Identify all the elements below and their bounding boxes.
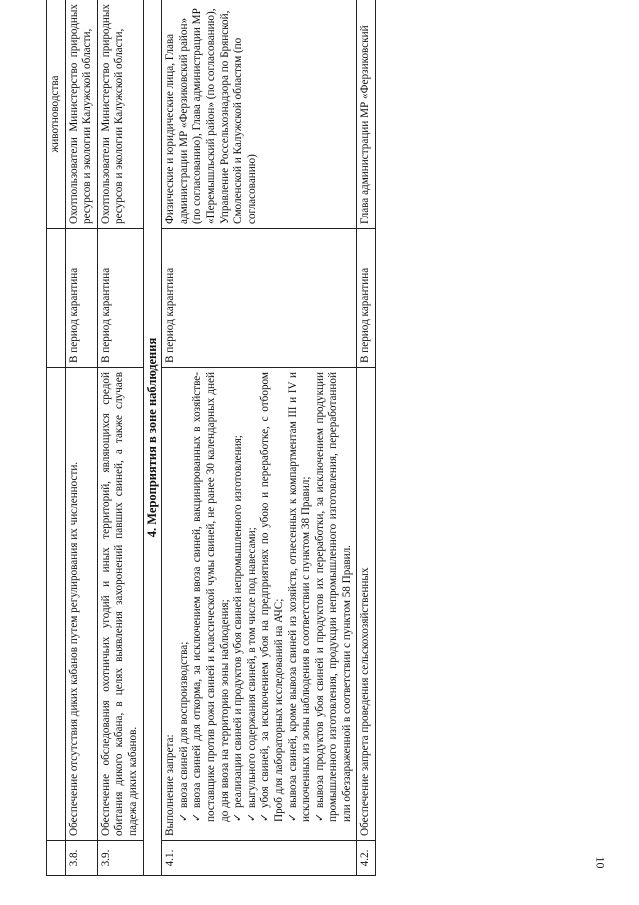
table-row <box>65 0 97 876</box>
row-period: В период карантина <box>65 229 97 368</box>
ban-item: ✓вывоза продуктов убоя свиней и продуктов их переработки, за исключением продукции промышленного изготовления, продукции непромышленного изготовления, переработанной или обеззараженной в соответствии с пунктом 58 Правил. <box>313 372 353 822</box>
cell-text <box>47 368 66 841</box>
cell-period <box>47 229 66 368</box>
table-row <box>357 0 376 876</box>
row-period: В период карантина <box>357 229 376 368</box>
table-row <box>97 0 143 876</box>
row-number: 3.8. <box>65 841 97 876</box>
row-period: В период карантина <box>97 229 143 368</box>
row-number: 3.9. <box>97 841 143 876</box>
row-responsible: Охотпользователи Министерство природных ресурсов и экологии Калужской области, <box>65 0 97 229</box>
checkmark-icon: ✓ <box>232 812 245 822</box>
ban-item: ✓убоя свиней, за исключением убоя на предприятиях по убою и переработке, с отбором Проб для лабораторных исследований на АЧС; <box>259 372 285 822</box>
rotated-table-wrapper <box>46 4 570 876</box>
row-responsible: Глава администрации МР «Ферзиковский <box>357 0 376 229</box>
measures-table <box>46 0 376 876</box>
row-text: Обеспечение отсутствия диких кабанов путем регулирования их численности. <box>65 368 97 841</box>
checkmark-icon: ✓ <box>177 812 190 822</box>
row-text: Обеспечение запрета проведения сельскохозяйственных <box>357 368 376 841</box>
section-title: 4. Мероприятия в зоне наблюдения <box>143 0 162 876</box>
row-text: Обеспечение обследования охотничьих угодий и иных территорий, являющихся средой обитания дикого кабана, в целях выявления захоронений павших свиней, а также случаев падежа диких кабанов. <box>97 368 143 841</box>
row-responsible: Охотпользователи Министерство природных ресурсов и экологии Калужской области, <box>97 0 143 229</box>
ban-item: ✓реализации свиней и продуктов убоя свиней непромышленного изготовления; <box>232 435 245 822</box>
checkmark-icon: ✓ <box>245 812 258 822</box>
checkmark-icon: ✓ <box>286 812 299 822</box>
table-row <box>47 0 66 876</box>
page-number <box>588 845 618 885</box>
section-header-row <box>143 0 162 876</box>
cell-num <box>47 841 66 876</box>
row-number: 4.1. <box>162 841 357 876</box>
page-number-text: 10 <box>593 856 608 869</box>
table-row <box>162 0 357 876</box>
ban-item: ✓ввоза свиней для откорма, за исключением ввоза свиней, вакцинированных в хозяйстве-поставщике против рожи свиней и классической чумы свиней, не ранее 30 календарных дней до дня ввоза на территорию зоны наблюдения; <box>191 372 231 822</box>
row-responsible: Физические и юридические лица, Глава администрации МР «Ферзиковский район» (по согласованию), Глава администрации МР «Перемышльский район» (по согласованию), Управление Россельхознадзора по Брянской, Смоленской и Калужской областям (по согласованию) <box>162 0 357 229</box>
ban-item: ✓вывоза свиней, кроме вывоза свиней из хозяйств, отнесенных к компартментам III и IV и исключенных из зоны наблюдения в соответствии с пунктом 38 Правил; <box>286 372 313 822</box>
ban-item: ✓выгульного содержания свиней, в том числе под навесами; <box>245 527 258 822</box>
checkmark-icon: ✓ <box>259 812 272 822</box>
ban-item: ✓ввоза свиней для воспроизводства; <box>177 641 190 822</box>
row-text <box>162 368 357 841</box>
ban-intro: Выполнение запрета: <box>164 734 177 836</box>
row-number: 4.2. <box>357 841 376 876</box>
row-period: В период карантина <box>162 229 357 368</box>
checkmark-icon: ✓ <box>191 812 204 822</box>
checkmark-icon: ✓ <box>313 812 326 822</box>
cell-top-text: животноводства <box>47 0 66 229</box>
